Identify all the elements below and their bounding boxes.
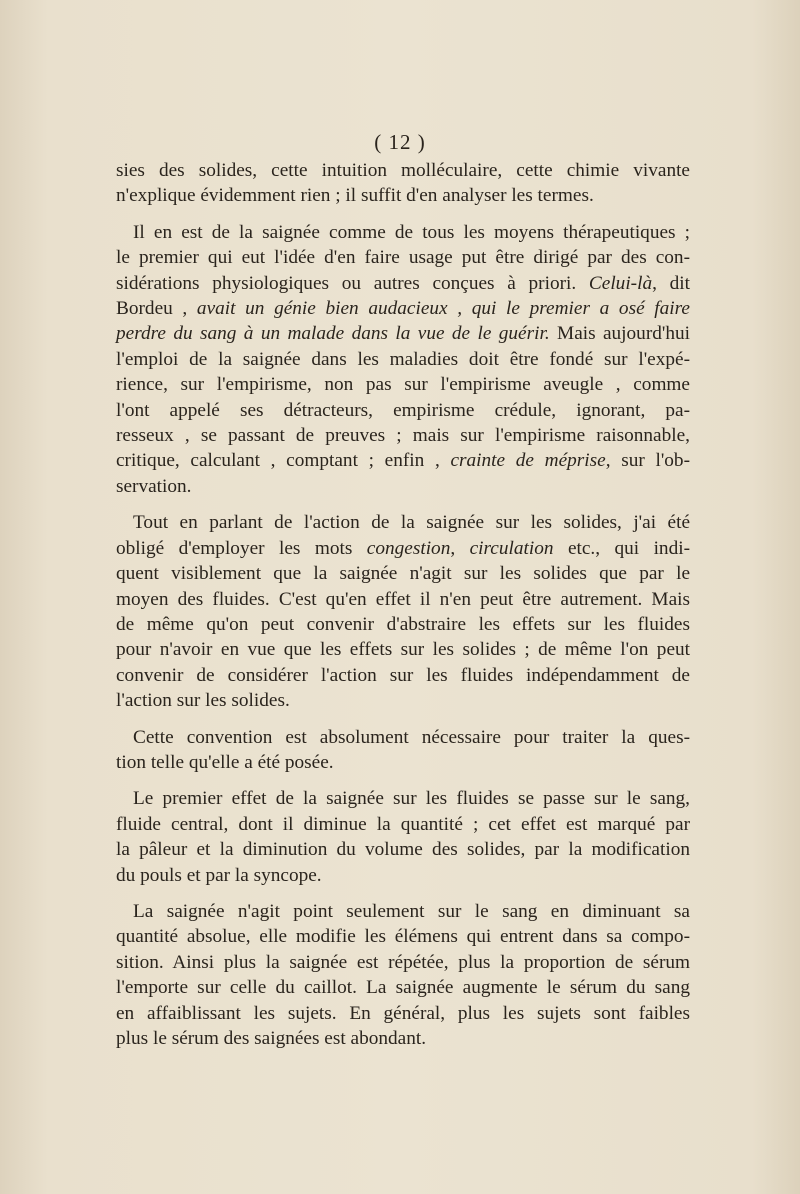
text-segment: servation.: [116, 475, 192, 497]
text-line: [116, 612, 690, 637]
paragraph: [116, 510, 690, 713]
text-segment: sition. Ainsi plus la saignée est répétée, plus la proportion de sérum: [116, 951, 690, 973]
body-text: [116, 158, 690, 1062]
text-line: [116, 245, 690, 270]
text-segment: la pâleur et la diminution du volume des solides, par la modification: [116, 839, 690, 861]
text-segment: resseux , se passant de preuves ; mais sur l'empirisme raisonnable,: [116, 425, 690, 447]
text-segment: etc., qui indi-: [553, 537, 690, 559]
text-segment: Cette convention est absolument nécessaire pour traiter la ques-: [133, 726, 690, 748]
text-line: [116, 837, 690, 862]
text-line: [116, 688, 690, 713]
text-line: [116, 474, 690, 499]
text-segment: Tout en parlant de l'action de la saignée sur les solides, j'ai été: [133, 512, 690, 534]
text-segment: pour n'avoir en vue que les effets sur les solides ; de même l'on peut: [116, 639, 690, 661]
text-segment: Mais aujourd'hui: [549, 323, 690, 345]
text-line: [116, 812, 690, 837]
text-segment: moyen des fluides. C'est qu'en effet il n'en peut être autrement. Mais: [116, 588, 690, 610]
text-segment: quent visiblement que la saignée n'agit sur les solides que par le: [116, 563, 690, 585]
text-line: [116, 183, 690, 208]
text-segment: La saignée n'agit point seulement sur le sang en diminuant sa: [133, 900, 690, 922]
paragraph: [116, 158, 690, 209]
text-line: [116, 899, 690, 924]
text-line: [116, 423, 690, 448]
text-line: [116, 448, 690, 473]
text-line: [116, 786, 690, 811]
text-segment: en affaiblissant les sujets. En général, plus les sujets sont faibles: [116, 1002, 690, 1024]
text-segment: convenir de considérer l'action sur les fluides indépendamment de: [116, 664, 690, 686]
italic-text: perdre du sang à un malade dans la vue de le guérir.: [116, 323, 550, 345]
text-line: [116, 536, 690, 561]
text-segment: l'action sur les solides.: [116, 690, 290, 712]
text-line: [116, 975, 690, 1000]
italic-text: crainte de méprise: [450, 450, 606, 472]
text-segment: Bordeu ,: [116, 298, 197, 320]
text-line: [116, 158, 690, 183]
paragraph: [116, 220, 690, 499]
paragraph: [116, 786, 690, 888]
page-number: ( 12 ): [374, 130, 426, 154]
text-line: [116, 347, 690, 372]
text-line: [116, 663, 690, 688]
paragraph: [116, 725, 690, 776]
text-segment: sidérations physiologiques ou autres conçues à priori.: [116, 272, 589, 294]
text-line: [116, 321, 690, 346]
text-segment: quantité absolue, elle modifie les élémens qui entrent dans sa compo-: [116, 926, 690, 948]
text-line: [116, 510, 690, 535]
text-line: [116, 725, 690, 750]
text-line: [116, 637, 690, 662]
text-segment: , sur l'ob-: [605, 450, 690, 472]
italic-text: Celui-là: [588, 272, 653, 294]
text-line: [116, 863, 690, 888]
text-line: [116, 271, 690, 296]
text-line: [116, 372, 690, 397]
text-line: [116, 1001, 690, 1026]
italic-text: congestion: [366, 537, 451, 559]
text-line: [116, 924, 690, 949]
text-segment: fluide central, dont il diminue la quantité ; cet effet est marqué par: [116, 813, 690, 835]
text-segment: n'explique évidemment rien ; il suffit d'en analyser les termes.: [116, 185, 594, 207]
text-segment: l'emporte sur celle du caillot. La saignée augmente le sérum du sang: [116, 977, 690, 999]
text-line: [116, 561, 690, 586]
text-segment: l'ont appelé ses détracteurs, empirisme crédule, ignorant, pa-: [116, 399, 690, 421]
text-segment: tion telle qu'elle a été posée.: [116, 751, 334, 773]
text-line: [116, 398, 690, 423]
text-segment: obligé d'employer les mots: [116, 537, 367, 559]
text-line: [116, 950, 690, 975]
italic-text: circulation: [469, 537, 554, 559]
text-line: [116, 296, 690, 321]
text-line: [116, 220, 690, 245]
text-segment: Le premier effet de la saignée sur les fluides se passe sur le sang,: [133, 788, 690, 810]
text-segment: ,: [450, 537, 470, 559]
text-segment: Il en est de la saignée comme de tous les moyens thérapeutiques ;: [133, 221, 690, 243]
text-segment: sies des solides, cette intuition molléculaire, cette chimie vivante: [116, 160, 690, 181]
text-segment: du pouls et par la syncope.: [116, 864, 322, 886]
text-segment: rience, sur l'empirisme, non pas sur l'empirisme aveugle , comme: [116, 374, 690, 396]
text-line: [116, 750, 690, 775]
text-line: [116, 587, 690, 612]
text-segment: de même qu'on peut convenir d'abstraire les effets sur les fluides: [116, 613, 690, 635]
text-segment: l'emploi de la saignée dans les maladies doit être fondé sur l'expé-: [116, 348, 690, 370]
paragraph: [116, 899, 690, 1051]
text-segment: plus le sérum des saignées est abondant.: [116, 1028, 427, 1049]
text-segment: , dit: [652, 272, 690, 294]
italic-text: avait un génie bien audacieux , qui le premier a osé faire: [196, 298, 690, 320]
text-line: [116, 1026, 690, 1051]
text-segment: critique, calculant , comptant ; enfin ,: [116, 450, 451, 472]
text-segment: le premier qui eut l'idée d'en faire usage put être dirigé par des con-: [116, 247, 690, 269]
